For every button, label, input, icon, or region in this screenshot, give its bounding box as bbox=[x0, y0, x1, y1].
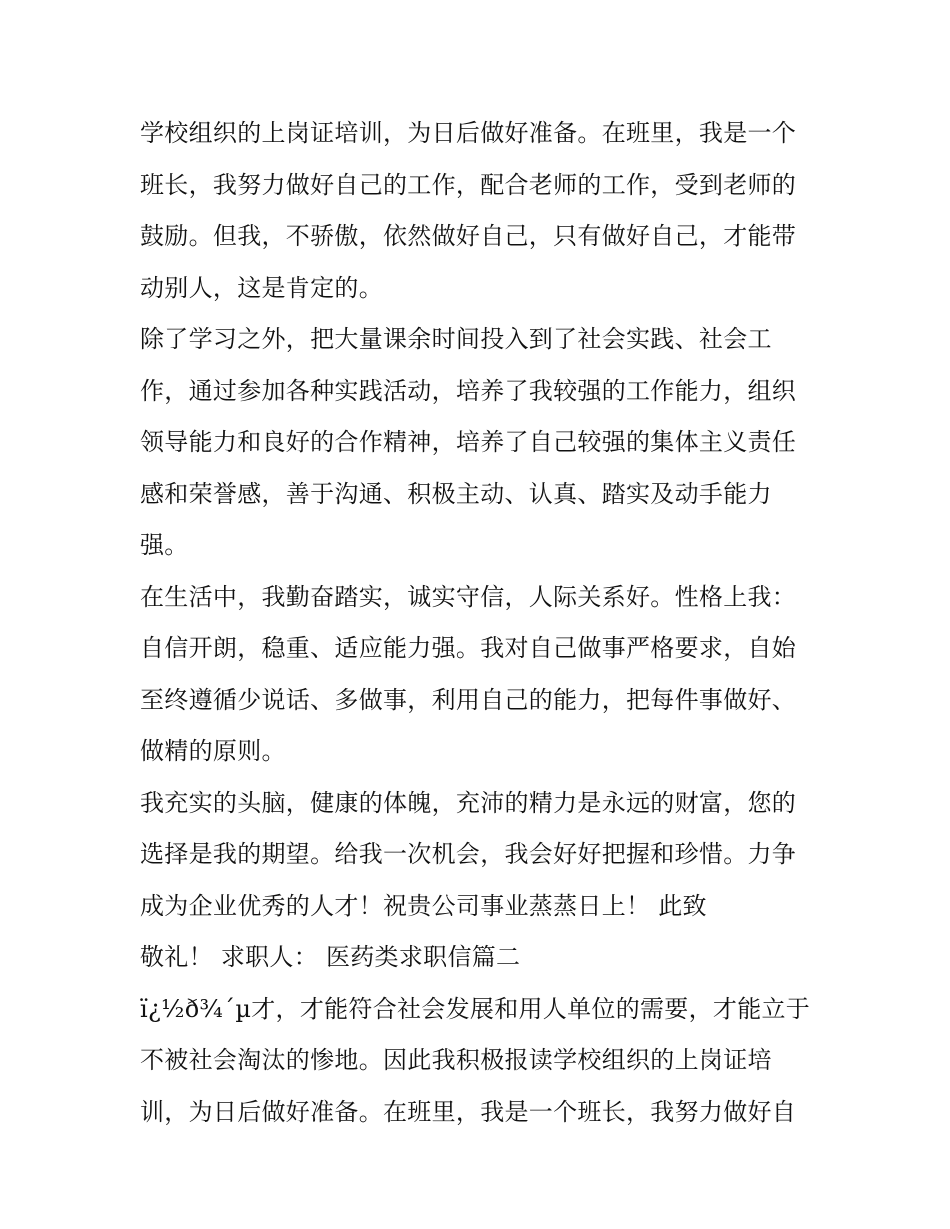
text-line: 作，通过参加各种实践活动，培养了我较强的工作能力，组织 bbox=[140, 376, 797, 405]
text-line: 动别人，这是肯定的。 bbox=[140, 273, 383, 302]
text-line: 做精的原则。 bbox=[140, 737, 286, 765]
text-line: 除了学习之外，把大量课余时间投入到了社会实践、社会工 bbox=[140, 325, 772, 353]
text-line: 选择是我的期望。给我一次机会，我会好好把握和珍惜。力争 bbox=[140, 840, 797, 868]
text-line: ï¿½ð¾´µ才，才能符合社会发展和用人单位的需要，才能立于 bbox=[140, 994, 811, 1023]
text-line: 成为企业优秀的人才！祝贵公司事业蒸蒸日上！ 此致 bbox=[140, 891, 707, 920]
text-line: 感和荣誉感，善于沟通、积极主动、认真、踏实及动手能力 bbox=[140, 479, 772, 508]
text-line: 强。 bbox=[140, 531, 189, 559]
document-body bbox=[140, 108, 820, 1138]
text-line: 自信开朗，稳重、适应能力强。我对自己做事严格要求，自始 bbox=[140, 634, 797, 662]
text-line: 至终遵循少说话、多做事，利用自己的能力，把每件事做好、 bbox=[140, 685, 797, 714]
text-line: 不被社会淘汰的惨地。因此我积极报读学校组织的上岗证培 bbox=[140, 1046, 772, 1074]
text-line: 鼓励。但我，不骄傲，依然做好自己，只有做好自己，才能带 bbox=[140, 222, 797, 250]
text-line: 训，为日后做好准备。在班里，我是一个班长，我努力做好自 bbox=[140, 1097, 797, 1126]
text-line: 学校组织的上岗证培训，为日后做好准备。在班里，我是一个 bbox=[140, 119, 797, 147]
text-line: 在生活中，我勤奋踏实，诚实守信，人际关系好。性格上我： bbox=[140, 582, 797, 611]
text-line: 班长，我努力做好自己的工作，配合老师的工作，受到老师的 bbox=[140, 170, 797, 199]
text-line: 敬礼！ 求职人： 医药类求职信篇二 bbox=[140, 943, 521, 971]
text-line: 我充实的头脑，健康的体魄，充沛的精力是永远的财富，您的 bbox=[140, 788, 797, 817]
text-line: 领导能力和良好的合作精神，培养了自己较强的集体主义责任 bbox=[140, 428, 797, 456]
